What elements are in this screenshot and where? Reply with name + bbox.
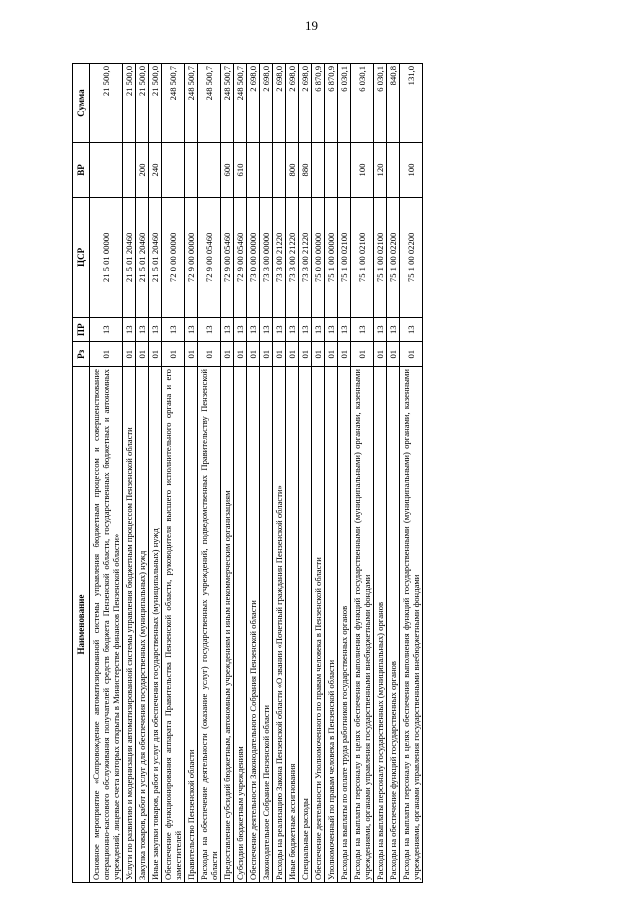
row-vr (338, 143, 351, 198)
table-row (234, 64, 247, 883)
row-vr: 100 (400, 143, 423, 198)
row-name: Расходы на выплаты персоналу государственных (муниципальных) органов (374, 367, 387, 883)
row-rz: 01 (149, 342, 162, 367)
row-rz: 01 (325, 342, 338, 367)
row-csr: 72 9 00 00000 (185, 197, 198, 317)
row-name: Расходы на обеспечение деятельности (оказание услуг) государственных учреждений, подведомственных Правительству Пензенской области (198, 367, 221, 883)
row-pr: 13 (221, 317, 234, 342)
row-csr: 72 0 00 00000 (162, 197, 185, 317)
row-sum: 6 870,9 (312, 64, 325, 143)
row-name: Основное мероприятие «Сопровождение автоматизированной системы управления бюджетным процессом и совершенствование операционно-кассового обслуживания получателей средств бюджета Пензенской области, государственных бюджетных и автономных учреждений, лицевые счета которых открыты в Министерстве финансов Пензенской области» (90, 367, 123, 883)
row-name: Предоставление субсидий бюджетным, автономным учреждениям и иным некоммерческим организациям (221, 367, 234, 883)
row-pr: 13 (338, 317, 351, 342)
row-csr: 73 3 00 00000 (260, 197, 273, 317)
table-row (221, 64, 234, 883)
row-pr: 13 (123, 317, 136, 342)
table-row (90, 64, 123, 883)
row-vr (260, 143, 273, 198)
row-name: Обеспечение функционирования аппарата Правительства Пензенской области, руководителя высшего исполнительного органа и его заместителей (162, 367, 185, 883)
row-name: Расходы на реализацию Закона Пензенской области «О звании «Почетный гражданин Пензенской области» (273, 367, 286, 883)
row-name: Иные бюджетные ассигнования (286, 367, 299, 883)
row-csr: 75 0 00 00000 (312, 197, 325, 317)
row-pr: 13 (234, 317, 247, 342)
row-pr: 13 (149, 317, 162, 342)
row-csr: 73 3 00 21220 (299, 197, 312, 317)
row-vr: 240 (149, 143, 162, 198)
row-name: Уполномоченный по правам человека в Пензенской области (325, 367, 338, 883)
header-rz: Рз (73, 342, 90, 367)
row-rz: 01 (221, 342, 234, 367)
table-row (149, 64, 162, 883)
row-vr (312, 143, 325, 198)
table-row (185, 64, 198, 883)
rotated-budget-table-container (72, 63, 616, 883)
row-rz: 01 (234, 342, 247, 367)
row-name: Специальные расходы (299, 367, 312, 883)
row-sum: 21 500,0 (149, 64, 162, 143)
row-vr (162, 143, 185, 198)
header-csr: ЦСР (73, 197, 90, 317)
table-row (260, 64, 273, 883)
row-rz: 01 (162, 342, 185, 367)
row-csr: 21 5 01 20460 (123, 197, 136, 317)
row-rz: 01 (273, 342, 286, 367)
table-row (198, 64, 221, 883)
row-sum: 2 698,0 (247, 64, 260, 143)
row-csr: 72 9 00 05460 (221, 197, 234, 317)
row-csr: 75 1 00 02100 (338, 197, 351, 317)
row-name: Правительство Пензенской области (185, 367, 198, 883)
row-pr: 13 (387, 317, 400, 342)
row-vr: 100 (351, 143, 374, 198)
table-header-row (73, 64, 90, 883)
header-vr: ВР (73, 143, 90, 198)
row-pr: 13 (286, 317, 299, 342)
row-sum: 6 030,1 (338, 64, 351, 143)
row-rz: 01 (185, 342, 198, 367)
row-pr: 13 (374, 317, 387, 342)
row-csr: 21 5 01 00000 (90, 197, 123, 317)
row-name: Расходы на выплаты по оплате труда работников государственных органов (338, 367, 351, 883)
table-row (387, 64, 400, 883)
row-csr: 72 9 00 05460 (234, 197, 247, 317)
row-csr: 73 3 00 21220 (273, 197, 286, 317)
row-name: Расходы на выплаты персоналу в целях обеспечения выполнения функций государственными (муниципальными) органами, казенными учреждениями, органами управления государственными внебюджетными фондами (351, 367, 374, 883)
row-name: Расходы на обеспечение функций государственных органов (387, 367, 400, 883)
table-row (273, 64, 286, 883)
row-rz: 01 (260, 342, 273, 367)
table-row (351, 64, 374, 883)
row-name: Иные закупки товаров, работ и услуг для обеспечения государственных (муниципальных) нужд (149, 367, 162, 883)
row-vr: 610 (234, 143, 247, 198)
row-name: Услуги по развитию и модернизации автоматизированной системы управления бюджетным процессом Пензенской области (123, 367, 136, 883)
row-sum: 248 500,7 (198, 64, 221, 143)
row-rz: 01 (247, 342, 260, 367)
row-sum: 6 030,1 (351, 64, 374, 143)
row-sum: 21 500,0 (136, 64, 149, 143)
table-row (247, 64, 260, 883)
row-vr: 880 (299, 143, 312, 198)
row-sum: 6 870,9 (325, 64, 338, 143)
row-sum: 248 500,7 (234, 64, 247, 143)
row-sum: 2 698,0 (260, 64, 273, 143)
row-vr (185, 143, 198, 198)
row-vr (198, 143, 221, 198)
row-pr: 13 (90, 317, 123, 342)
table-row (374, 64, 387, 883)
row-vr: 800 (286, 143, 299, 198)
row-vr (387, 143, 400, 198)
row-rz: 01 (338, 342, 351, 367)
row-vr (273, 143, 286, 198)
row-name: Законодательное Собрание Пензенской области (260, 367, 273, 883)
row-sum: 2 698,0 (273, 64, 286, 143)
row-rz: 01 (374, 342, 387, 367)
row-vr: 120 (374, 143, 387, 198)
table-row (136, 64, 149, 883)
row-pr: 13 (312, 317, 325, 342)
table-row (162, 64, 185, 883)
table-row (325, 64, 338, 883)
row-csr: 72 9 00 05460 (198, 197, 221, 317)
row-sum: 131,0 (400, 64, 423, 143)
header-pr: ПР (73, 317, 90, 342)
row-rz: 01 (312, 342, 325, 367)
table-row (299, 64, 312, 883)
row-csr: 75 1 00 02100 (351, 197, 374, 317)
row-name: Обеспечение деятельности Законодательного Собрания Пензенской области (247, 367, 260, 883)
row-vr (247, 143, 260, 198)
row-csr: 75 1 00 02200 (400, 197, 423, 317)
row-pr: 13 (162, 317, 185, 342)
row-sum: 248 500,7 (185, 64, 198, 143)
row-rz: 01 (400, 342, 423, 367)
row-name: Обеспечение деятельности Уполномоченного по правам человека в Пензенской области (312, 367, 325, 883)
row-csr: 73 3 00 21220 (286, 197, 299, 317)
row-sum: 6 030,1 (374, 64, 387, 143)
row-name: Закупка товаров, работ и услуг для обеспечения государственных (муниципальных) нужд (136, 367, 149, 883)
table-row (338, 64, 351, 883)
row-rz: 01 (198, 342, 221, 367)
row-sum: 21 500,0 (90, 64, 123, 143)
row-vr: 600 (221, 143, 234, 198)
header-sum: Сумма (73, 64, 90, 143)
budget-table (72, 63, 423, 883)
table-row (400, 64, 423, 883)
row-vr (123, 143, 136, 198)
row-rz: 01 (90, 342, 123, 367)
table-row (312, 64, 325, 883)
row-pr: 13 (325, 317, 338, 342)
page-number: 19 (305, 18, 318, 33)
row-pr: 13 (260, 317, 273, 342)
row-sum: 2 698,0 (286, 64, 299, 143)
row-rz: 01 (136, 342, 149, 367)
header-name: Наименование (73, 367, 90, 883)
row-sum: 2 698,0 (299, 64, 312, 143)
row-pr: 13 (247, 317, 260, 342)
row-csr: 21 5 01 20460 (149, 197, 162, 317)
row-vr (90, 143, 123, 198)
row-csr: 75 1 00 00000 (325, 197, 338, 317)
row-pr: 13 (400, 317, 423, 342)
table-body (90, 64, 423, 883)
row-sum: 248 500,7 (162, 64, 185, 143)
row-sum: 840,8 (387, 64, 400, 143)
row-rz: 01 (299, 342, 312, 367)
table-row (286, 64, 299, 883)
row-rz: 01 (387, 342, 400, 367)
row-rz: 01 (351, 342, 374, 367)
row-rz: 01 (286, 342, 299, 367)
row-vr (325, 143, 338, 198)
row-pr: 13 (136, 317, 149, 342)
table-row (123, 64, 136, 883)
row-csr: 75 1 00 02100 (374, 197, 387, 317)
row-pr: 13 (299, 317, 312, 342)
row-name: Расходы на выплаты персоналу в целях обеспечения выполнения функций государственными (муниципальными) органами, казенными учреждениями, органами управления государственными внебюджетными фондами (400, 367, 423, 883)
row-pr: 13 (273, 317, 286, 342)
row-pr: 13 (198, 317, 221, 342)
row-rz: 01 (123, 342, 136, 367)
row-csr: 21 5 01 20460 (136, 197, 149, 317)
row-csr: 73 0 00 00000 (247, 197, 260, 317)
row-csr: 75 1 00 02200 (387, 197, 400, 317)
row-vr: 200 (136, 143, 149, 198)
row-pr: 13 (351, 317, 374, 342)
row-sum: 21 500,0 (123, 64, 136, 143)
row-name: Субсидии бюджетным учреждениям (234, 367, 247, 883)
row-sum: 248 500,7 (221, 64, 234, 143)
row-pr: 13 (185, 317, 198, 342)
